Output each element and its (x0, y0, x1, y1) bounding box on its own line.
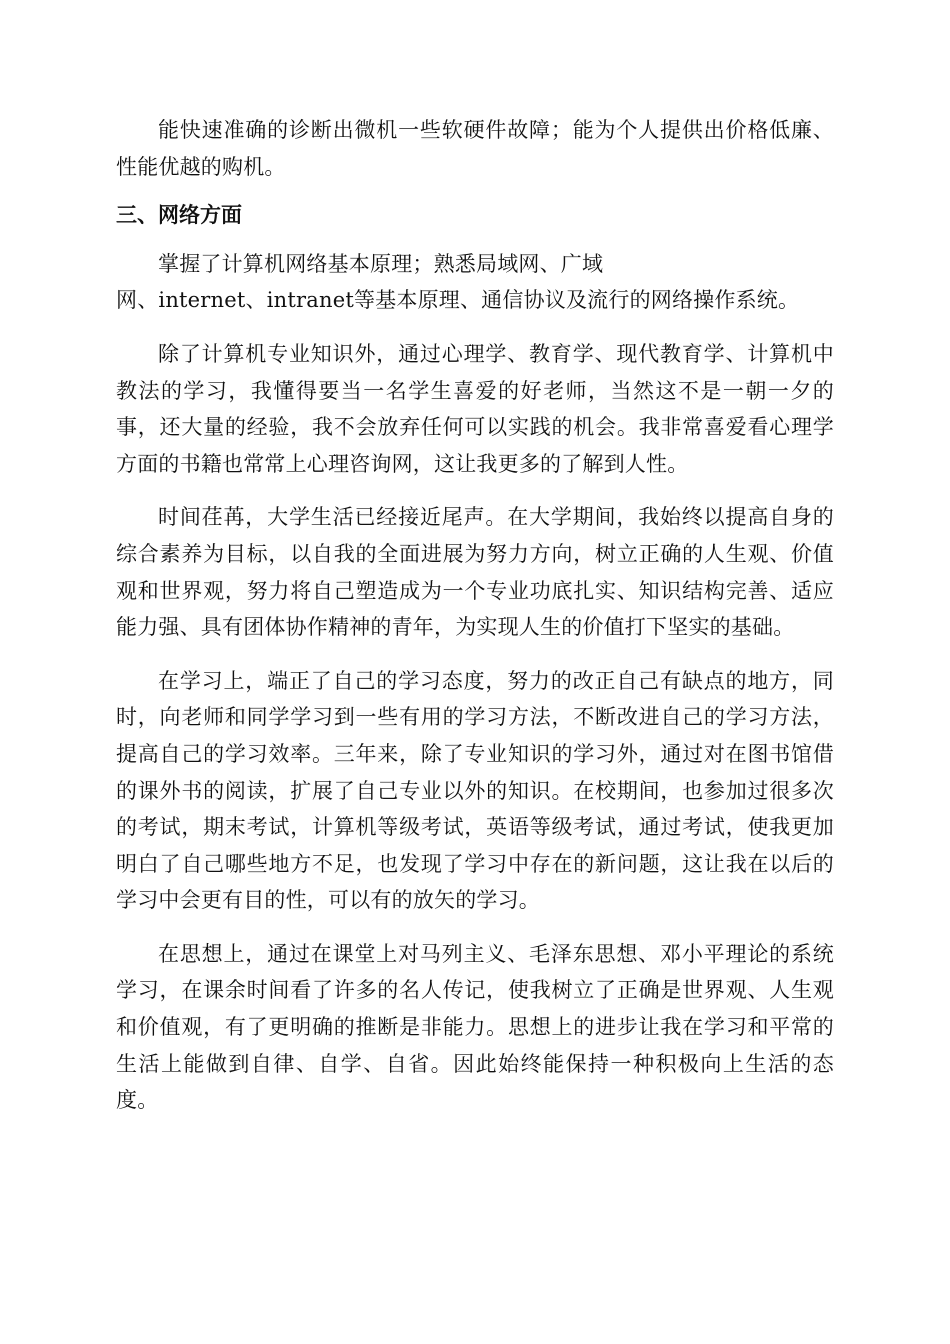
document-body (116, 112, 834, 1119)
spacer (116, 919, 834, 936)
spacer (116, 482, 834, 499)
paragraph-university-life: 时间荏苒，大学生活已经接近尾声。在大学期间，我始终以提高自身的综合素养为目标，以自我的全面进展为努力方向，树立正确的人生观、价值观和世界观，努力将自己塑造成为一个专业功底扎实、知识结构完善、适应能力强、具有团体协作精神的青年，为实现人生的价值打下坚实的基础。 (116, 505, 834, 640)
spacer (116, 185, 834, 197)
paragraph-teaching-study: 除了计算机专业知识外，通过心理学、教育学、现代教育学、计算机中教法的学习，我懂得要当一名学生喜爱的好老师，当然这不是一朝一夕的事，还大量的经验，我不会放弃任何可以实践的机会。我非常喜爱看心理学方面的书籍也常常上心理咨询网，这让我更多的了解到人性。 (116, 341, 834, 476)
section-heading-network: 三、网络方面 (116, 203, 242, 228)
spacer (116, 646, 834, 663)
paragraph-hardware-diagnosis: 能快速准确的诊断出微机一些软硬件故障；能为个人提供出价格低廉、性能优越的购机。 (116, 118, 834, 179)
paragraph-study-attitude: 在学习上，端正了自己的学习态度，努力的改正自己有缺点的地方，同时，向老师和同学学习到一些有用的学习方法，不断改进自己的学习方法，提高自己的学习效率。三年来，除了专业知识的学习外，通过对在图书馆借的课外书的阅读，扩展了自己专业以外的知识。在校期间，也参加过很多次的考试，期末考试，计算机等级考试，英语等级考试，通过考试，使我更加明白了自己哪些地方不足，也发现了学习中存在的新问题，这让我在以后的学习中会更有目的性，可以有的放矢的学习。 (116, 668, 834, 913)
paragraph-network-line-1: 掌握了计算机网络基本原理；熟悉局域网、广域 (158, 251, 604, 276)
paragraph-thought-progress: 在思想上，通过在课堂上对马列主义、毛泽东思想、邓小平理论的系统学习，在课余时间看了许多的名人传记，使我树立了正确是世界观、人生观和价值观，有了更明确的推断是非能力。思想上的进步让我在学习和平常的生活上能做到自律、自学、自省。因此始终能保持一种积极向上生活的态度。 (116, 941, 834, 1113)
paragraph-network-knowledge (116, 246, 834, 319)
spacer (116, 234, 834, 246)
paragraph-network-line-2: 网、internet、intranet等基本原理、通信协议及流行的网络操作系统。 (116, 288, 800, 313)
spacer (116, 319, 834, 336)
